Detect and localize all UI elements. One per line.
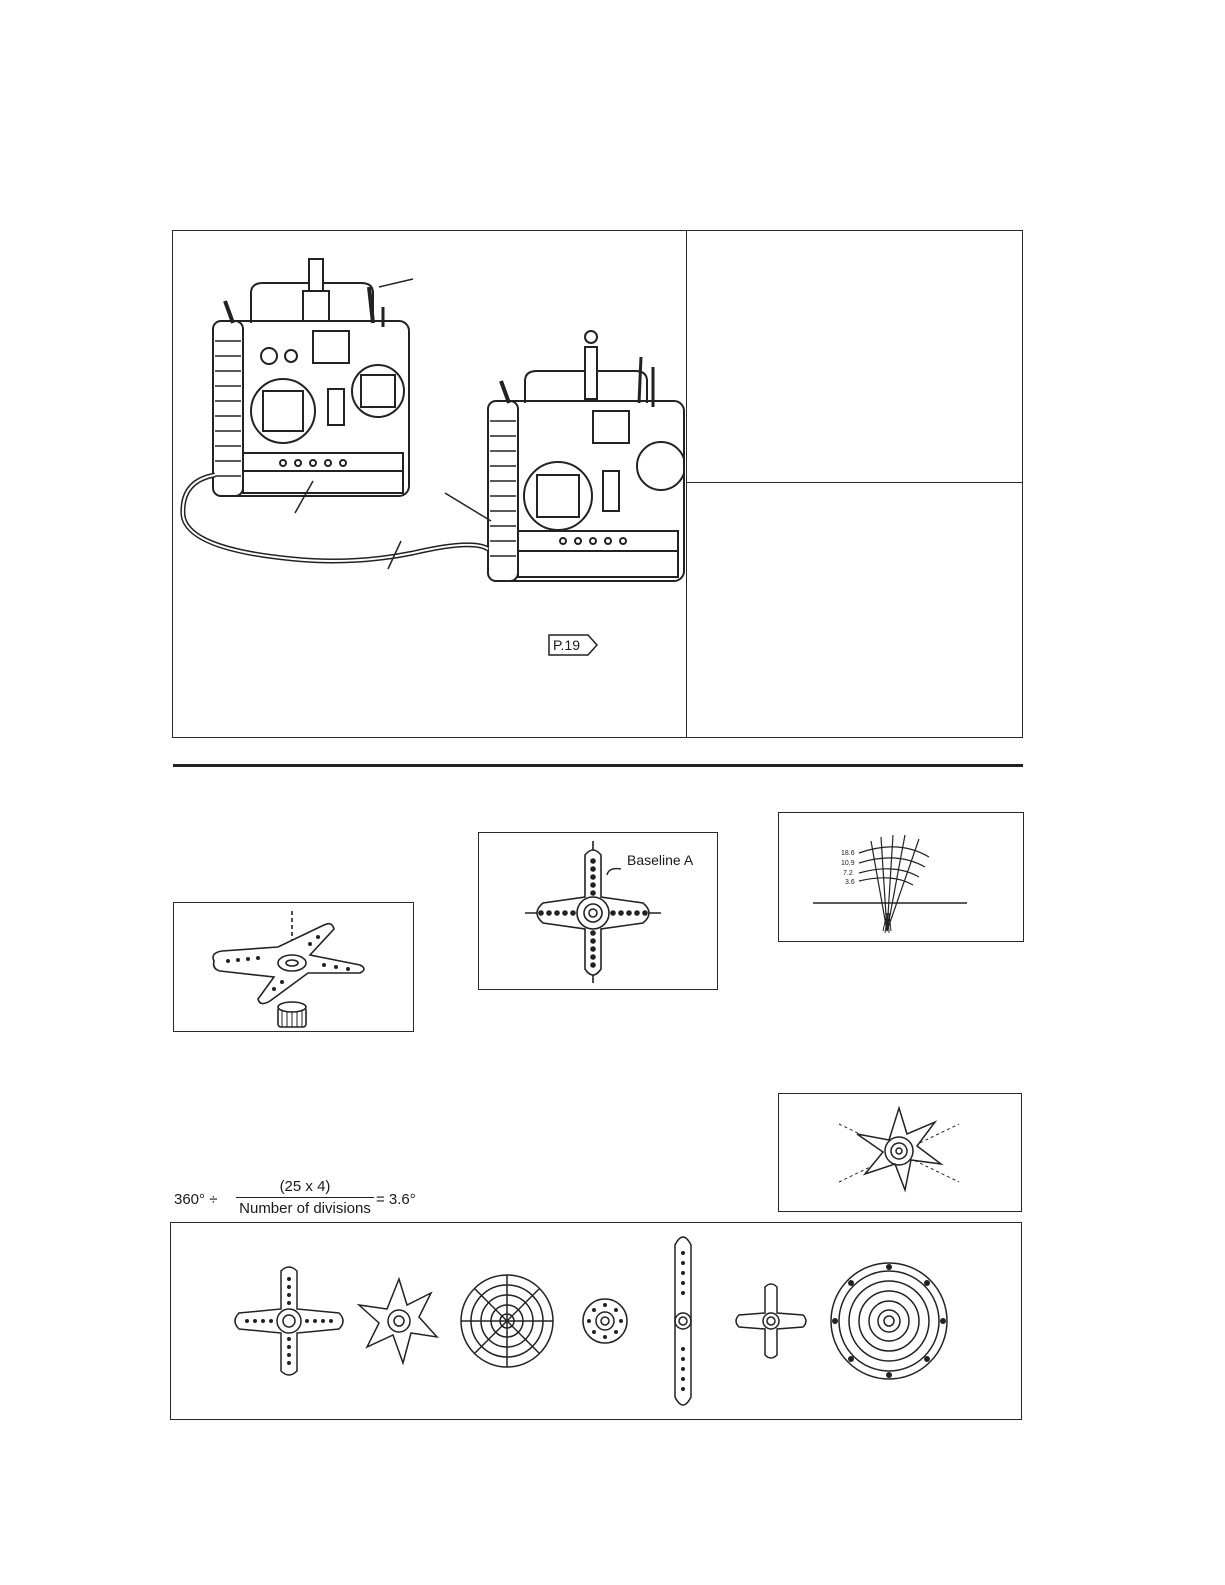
horn-wheel (831, 1263, 947, 1379)
six-arm-horn-illustration (779, 1094, 1020, 1210)
formula-fraction (236, 1178, 374, 1217)
scale-label-2: 10.9 (841, 860, 855, 867)
formula-lhs: 360° ÷ (174, 1191, 218, 1208)
horn-spline-illustration (174, 903, 412, 1030)
six-arm-horn-figure (778, 1093, 1022, 1212)
baseline-horn-illustration (479, 833, 716, 988)
left-transmitter (213, 259, 409, 496)
page-reference-text: P.19 (553, 637, 580, 653)
page-reference-arrow[interactable] (548, 634, 598, 656)
servo-horn-lineup-figure (170, 1222, 1022, 1420)
trainer-transmitters-illustration (173, 231, 685, 736)
horn-four-arm-large (235, 1267, 343, 1375)
servo-horn-lineup-illustration (171, 1223, 1020, 1418)
baseline-label: Baseline A (627, 852, 694, 868)
formula-denominator: Number of divisions (239, 1200, 371, 1218)
horn-spline-figure (173, 902, 414, 1032)
scale-label-4: 3.6 (845, 879, 855, 886)
transmitter-figure-frame (172, 230, 687, 738)
note-panel-top (686, 230, 1023, 484)
formula-rhs: = 3.6° (376, 1191, 416, 1208)
angle-scale-figure (778, 812, 1024, 942)
horn-six-arm (359, 1279, 437, 1363)
division-formula (174, 1178, 434, 1222)
scale-label-1: 18.6 (841, 850, 855, 857)
section-divider (173, 764, 1023, 767)
fraction-bar (236, 1197, 374, 1198)
note-panel-bottom (686, 482, 1023, 738)
horn-four-arm-small (736, 1284, 806, 1358)
right-transmitter (488, 331, 685, 581)
baseline-figure (478, 832, 718, 990)
scale-label-3: 7.2 (843, 870, 853, 877)
angle-scale-illustration (779, 813, 1022, 940)
horn-disc-large (461, 1275, 553, 1367)
horn-disc-small (583, 1299, 627, 1343)
horn-single-bar (675, 1237, 691, 1405)
formula-numerator: (25 x 4) (279, 1178, 331, 1195)
